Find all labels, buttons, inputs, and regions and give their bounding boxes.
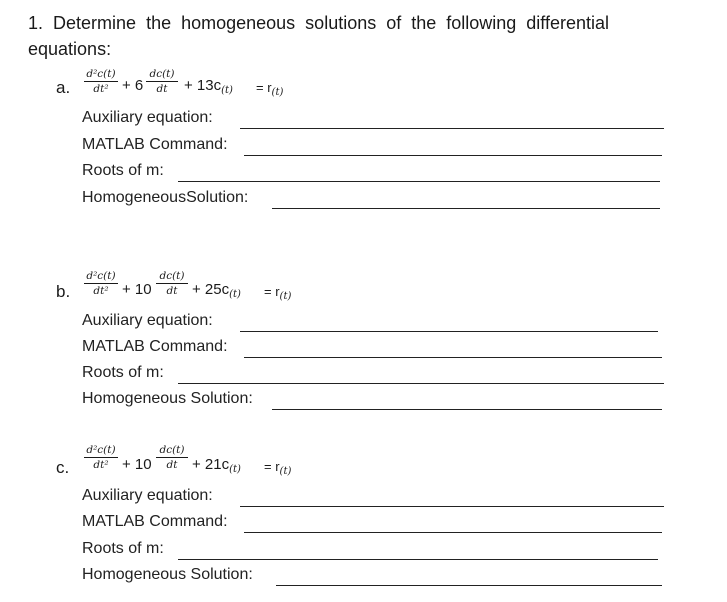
- part-label: c.: [56, 458, 70, 477]
- roots-of-m-answer-line[interactable]: [178, 559, 658, 560]
- coefficient-term: + 6: [122, 77, 144, 94]
- homogeneous-solution-answer-line[interactable]: [272, 208, 660, 209]
- auxiliary-equation-label: Auxiliary equation:: [82, 109, 213, 126]
- first-derivative-fraction: dc(t) dt: [156, 444, 188, 471]
- coefficient-term: + 10: [122, 456, 152, 473]
- second-derivative-fraction: d²c(t) dt²: [84, 444, 118, 471]
- right-hand-side: = $r_{(t)}$: [264, 284, 292, 302]
- homogeneous-solution-answer-line[interactable]: [276, 585, 662, 586]
- second-derivative-fraction: d²c(t) dt²: [84, 270, 118, 297]
- auxiliary-equation-answer-line[interactable]: [240, 506, 664, 507]
- roots-of-m-label: Roots of m:: [82, 540, 164, 557]
- auxiliary-equation-label: Auxiliary equation:: [82, 487, 213, 504]
- homogeneous-solution-label: HomogeneousSolution:: [82, 189, 249, 206]
- first-derivative-fraction: dc(t) dt: [156, 270, 188, 297]
- question-heading: [28, 10, 688, 62]
- auxiliary-equation-answer-line[interactable]: [240, 128, 664, 129]
- matlab-command-answer-line[interactable]: [244, 155, 662, 156]
- matlab-command-answer-line[interactable]: [244, 532, 662, 533]
- second-derivative-fraction: d²c(t) dt²: [84, 68, 118, 95]
- roots-of-m-label: Roots of m:: [82, 162, 164, 179]
- homogeneous-solution-label: Homogeneous Solution:: [82, 566, 253, 583]
- matlab-command-answer-line[interactable]: [244, 357, 662, 358]
- roots-of-m-label: Roots of m:: [82, 364, 164, 381]
- part-label: b.: [56, 282, 71, 301]
- matlab-command-label: MATLAB Command:: [82, 513, 228, 530]
- constant-term: + $13c_{(t)}$: [184, 77, 233, 96]
- part-label: a.: [56, 78, 71, 97]
- matlab-command-label: MATLAB Command:: [82, 136, 228, 153]
- first-derivative-fraction: dc(t) dt: [146, 68, 178, 95]
- question-text: Determine the homogeneous solutions of the following differential equations:: [28, 13, 610, 59]
- homogeneous-solution-answer-line[interactable]: [272, 409, 662, 410]
- homogeneous-solution-label: Homogeneous Solution:: [82, 390, 253, 407]
- constant-term: + $25c_{(t)}$: [192, 281, 241, 300]
- auxiliary-equation-label: Auxiliary equation:: [82, 312, 213, 329]
- right-hand-side: = $r_{(t)}$: [264, 459, 292, 477]
- roots-of-m-answer-line[interactable]: [178, 181, 660, 182]
- right-hand-side: = $r_{(t)}$: [256, 80, 284, 98]
- constant-term: + $21c_{(t)}$: [192, 456, 241, 475]
- question-number: 1.: [28, 13, 44, 33]
- coefficient-term: + 10: [122, 281, 152, 298]
- matlab-command-label: MATLAB Command:: [82, 338, 228, 355]
- auxiliary-equation-answer-line[interactable]: [240, 331, 658, 332]
- roots-of-m-answer-line[interactable]: [178, 383, 664, 384]
